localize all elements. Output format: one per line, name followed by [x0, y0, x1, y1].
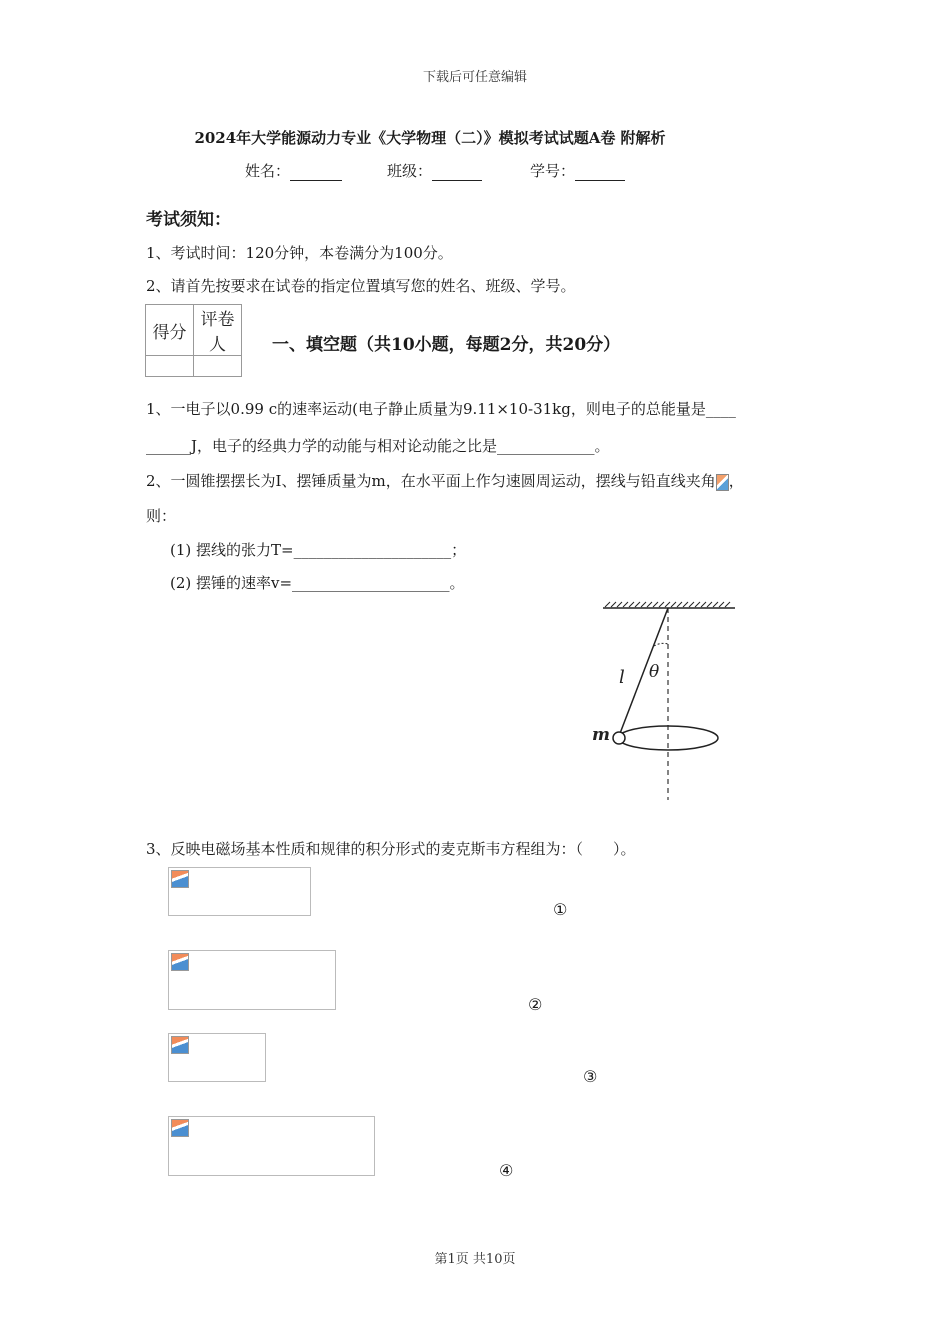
angle-label: θ — [649, 662, 660, 682]
ceiling-hatch — [605, 602, 730, 607]
question-2-sub-2: (2) 摆锤的速率v=_____________________。 — [170, 574, 465, 592]
id-blank[interactable] — [575, 166, 625, 181]
name-label: 姓名： — [245, 162, 291, 180]
broken-image-icon — [171, 1036, 189, 1054]
score-header: 得分 — [146, 305, 194, 356]
equation-marker-3: ③ — [583, 1067, 598, 1086]
section-title: 一、填空题（共10小题，每题2分，共20分） — [272, 335, 621, 355]
question-1-line-1: 1、一电子以0.99 c的速率运动(电子静止质量为9.11×10-31kg，则电子的总能量是____ — [146, 400, 736, 418]
class-field — [387, 160, 482, 181]
mass-label: m — [592, 725, 610, 745]
conical-pendulum-diagram — [585, 598, 745, 803]
grader-cell[interactable] — [194, 356, 242, 377]
exam-title: 2024年大学能源动力专业《大学物理（二）》模拟考试试题A卷 附解析 — [194, 129, 666, 147]
page-footer: 第1页 共10页 — [434, 1252, 516, 1267]
equation-image-3 — [168, 1033, 266, 1082]
id-label: 学号： — [530, 162, 576, 180]
equation-marker-4: ④ — [499, 1161, 514, 1180]
angle-arc — [654, 643, 668, 646]
question-3: 3、反映电磁场基本性质和规律的积分形式的麦克斯韦方程组为：（ ）。 — [146, 840, 636, 858]
name-blank[interactable] — [290, 166, 342, 181]
score-cell[interactable] — [146, 356, 194, 377]
equation-marker-2: ② — [528, 995, 543, 1014]
grader-header: 评卷人 — [194, 305, 242, 356]
id-field — [530, 160, 625, 181]
broken-image-icon — [171, 953, 189, 971]
broken-image-icon — [171, 1119, 189, 1137]
pendulum-bob — [613, 732, 625, 744]
question-2-sub-1: (1) 摆线的张力T=_____________________； — [170, 541, 467, 559]
pendulum-string — [619, 608, 668, 736]
equation-image-2 — [168, 950, 336, 1010]
question-2-comma: ， — [728, 472, 744, 490]
notice-title: 考试须知： — [146, 210, 231, 230]
broken-image-icon — [171, 870, 189, 888]
equation-image-4 — [168, 1116, 375, 1176]
class-label: 班级： — [387, 162, 433, 180]
question-1-line-2: ______J，电子的经典力学的动能与相对论动能之比是_____________。 — [146, 437, 610, 455]
broken-image-icon — [716, 474, 729, 491]
score-table — [145, 304, 242, 377]
question-2-line-2: 则： — [146, 507, 177, 525]
question-2-line-1 — [146, 470, 744, 491]
equation-marker-1: ① — [553, 900, 568, 919]
notice-item: 2、请首先按要求在试卷的指定位置填写您的姓名、班级、学号。 — [146, 277, 576, 295]
class-blank[interactable] — [432, 166, 482, 181]
length-label: l — [619, 667, 625, 688]
header-note: 下载后可任意编辑 — [422, 70, 527, 85]
notice-item: 1、考试时间：120分钟，本卷满分为100分。 — [146, 244, 453, 262]
equation-image-1 — [168, 867, 311, 916]
question-2-text: 2、一圆锥摆摆长为I、摆锤质量为m，在水平面上作匀速圆周运动，摆线与铅直线夹角 — [146, 472, 716, 490]
name-field — [245, 160, 342, 181]
